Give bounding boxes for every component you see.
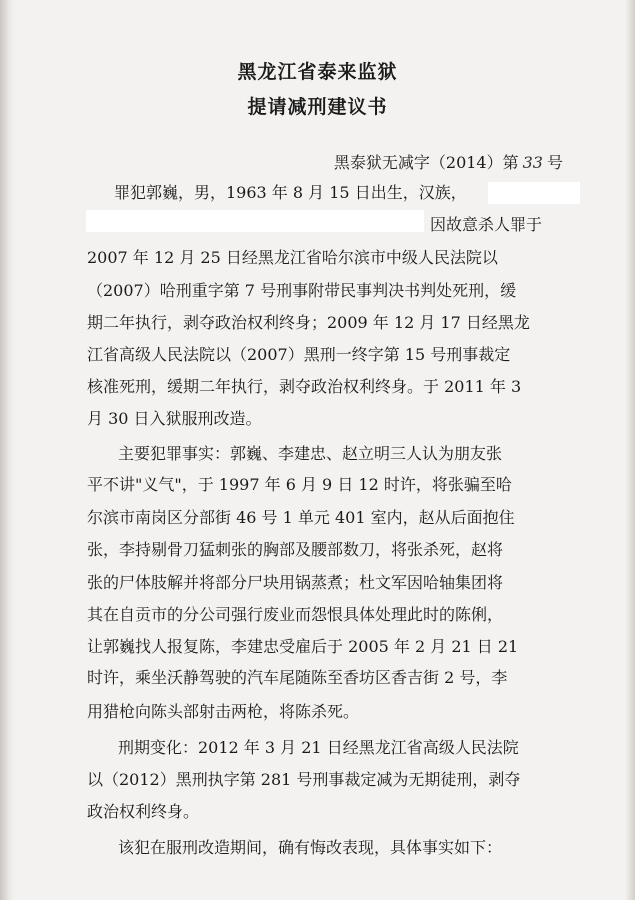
body-line-14: 其在自贡市的分公司强行废业而怨恨具体处理此时的陈俐， xyxy=(87,605,504,624)
document-number xyxy=(334,150,563,173)
body-line-1: 罪犯郭巍，男，1963 年 8 月 15 日出生，汉族， xyxy=(114,183,467,202)
body-line-18: 刑期变化：2012 年 3 月 21 日经黑龙江省高级人民法院 xyxy=(118,738,519,757)
body-line-6: 江省高级人民法院以（2007）黑刑一终字第 15 号刑事裁定 xyxy=(87,345,511,364)
body-line-10: 平不讲"义气"，于 1997 年 6 月 9 日 12 时许，将张骗至哈 xyxy=(87,475,512,494)
body-line-13: 张的尸体肢解并将部分尸块用锅蒸煮；杜文军因哈轴集团将 xyxy=(87,573,504,592)
doc-number-prefix: 黑泰狱无减字（2014）第 xyxy=(333,153,519,172)
body-line-9: 主要犯罪事实：郭巍、李建忠、赵立明三人认为朋友张 xyxy=(118,444,503,463)
body-line-4: （2007）哈刑重字第 7 号刑事附带民事判决书判处死刑，缓 xyxy=(87,281,517,300)
body-line-20: 政治权利终身。 xyxy=(87,802,200,821)
body-line-15: 让郭巍找人报复陈，李建忠受雇后于 2005 年 2 月 21 日 21 xyxy=(87,637,519,656)
doc-number-handwritten: 33 xyxy=(522,153,543,172)
scan-shadow-right xyxy=(625,0,635,900)
scan-shadow-left xyxy=(0,0,14,900)
redaction-block-1 xyxy=(488,182,580,204)
body-line-16: 时许，乘坐沃静驾驶的汽车尾随陈至香坊区香吉街 2 号，李 xyxy=(87,668,508,687)
document-subtitle: 提请减刑建议书 xyxy=(247,96,388,118)
body-line-5: 期二年执行，剥夺政治权利终身；2009 年 12 月 17 日经黑龙 xyxy=(87,313,530,332)
body-line-7: 核准死刑，缓期二年执行，剥夺政治权利终身。于 2011 年 3 xyxy=(87,377,522,396)
body-line-12: 张，李持剔骨刀猛刺张的胸部及腰部数刀，将张杀死，赵将 xyxy=(87,540,504,559)
body-line-8: 月 30 日入狱服刑改造。 xyxy=(87,409,262,428)
body-line-21: 该犯在服刑改造期间，确有悔改表现，具体事实如下： xyxy=(118,838,503,857)
body-line-19: 以（2012）黑刑执字第 281 号刑事裁定减为无期徒刑，剥夺 xyxy=(87,770,521,789)
doc-number-suffix: 号 xyxy=(546,153,563,172)
body-line-11: 尔滨市南岗区分部街 46 号 1 单元 401 室内，赵从后面抱住 xyxy=(87,508,515,527)
body-line-17: 用猎枪向陈头部射击两枪，将陈杀死。 xyxy=(87,702,360,721)
document-title: 黑龙江省泰来监狱 xyxy=(237,61,398,83)
body-line-3: 2007 年 12 月 25 日经黑龙江省哈尔滨市中级人民法院以 xyxy=(87,248,498,267)
body-line-2: 因故意杀人罪于 xyxy=(430,215,543,234)
redaction-block-2 xyxy=(86,210,424,232)
